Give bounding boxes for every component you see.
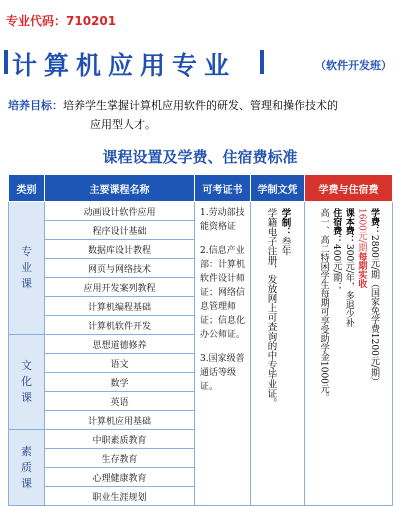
course-cell: 程序设计基础 xyxy=(45,221,195,240)
diploma-text: 学籍电子注册，发放网上可查询的中专毕业证。 xyxy=(265,208,277,408)
diploma-cell xyxy=(251,202,305,506)
subsidy-text: 高一、高二特困学生每期可享受助学金1000元。 xyxy=(318,208,329,402)
category-char: 课 xyxy=(21,476,32,490)
course-cell: 心理健康教育 xyxy=(45,468,195,487)
goal-label: 培养目标： xyxy=(8,99,63,112)
course-cell: 动画设计软件应用 xyxy=(45,202,195,221)
header-certificates: 可考证书 xyxy=(195,175,251,202)
category-char: 文 xyxy=(21,359,32,372)
category-char: 素 xyxy=(21,444,32,458)
certificate-item: 1.劳动部技能资格证 xyxy=(200,208,245,232)
course-cell: 思想道德修养 xyxy=(45,335,195,354)
training-goal xyxy=(8,96,392,131)
course-cell: 计算机软件开发 xyxy=(45,316,195,335)
title-row xyxy=(4,46,396,80)
course-cell: 语文 xyxy=(45,354,195,373)
major-subtitle: （软件开发班） xyxy=(315,59,392,72)
goal-text-line2: 应用型人才。 xyxy=(90,118,156,131)
certificates-cell xyxy=(195,202,251,506)
course-cell: 生存教育 xyxy=(45,449,195,468)
table-row xyxy=(9,202,393,221)
major-title: 计算机应用专业 xyxy=(12,51,237,80)
header-courses: 主要课程名称 xyxy=(45,175,195,202)
course-cell: 职业生涯规划 xyxy=(45,487,195,506)
course-cell: 应用开发案列教程 xyxy=(45,278,195,297)
title-bar-right xyxy=(260,50,264,74)
course-cell: 英语 xyxy=(45,392,195,411)
diploma-label: 学制： xyxy=(279,208,291,237)
material-fee: 1600元/期 xyxy=(356,208,367,252)
goal-text-line1: 培养学生掌握计算机应用软件的研发、管理和操作技术的 xyxy=(63,99,338,112)
category-major xyxy=(9,202,45,335)
course-table xyxy=(8,174,393,506)
material-fee-note: 每期实收 xyxy=(356,251,367,288)
diploma-duration: 叁年 xyxy=(279,236,291,256)
course-cell: 计算机应用基础 xyxy=(45,411,195,430)
course-cell: 中职素质教育 xyxy=(45,430,195,449)
certificate-item: 2.信息产业部：计算机软件设计师证；网络信息管理师证；信息化办公师证。 xyxy=(200,246,246,340)
certificate-item: 3.国家级普通话等级证。 xyxy=(200,354,245,392)
title-bar-left xyxy=(4,50,8,74)
course-cell: 数学 xyxy=(45,373,195,392)
course-cell: 数据库设计教程 xyxy=(45,240,195,259)
header-fees: 学费与住宿费 xyxy=(305,175,393,202)
header-diploma: 学制文凭 xyxy=(251,175,305,202)
course-cell: 网页与网络技术 xyxy=(45,259,195,278)
book-fee-label: 课本费： xyxy=(343,208,354,244)
lodging-label: 住宿费： xyxy=(331,208,342,244)
category-char: 业 xyxy=(21,261,32,274)
category-char: 质 xyxy=(21,460,32,474)
category-culture xyxy=(9,335,45,430)
category-char: 专 xyxy=(21,245,32,258)
section-title: 课程设置及学费、住宿费标准 xyxy=(102,148,298,166)
tuition-label: 学费： xyxy=(368,208,379,235)
lodging-value: 400元/期； xyxy=(331,244,342,292)
table-header-row xyxy=(9,175,393,202)
category-char: 课 xyxy=(21,391,32,404)
book-fee-value: 300元/年，多退少补 xyxy=(343,244,354,328)
header-category: 类别 xyxy=(9,175,45,202)
category-char: 化 xyxy=(21,375,32,388)
fees-cell xyxy=(305,202,393,506)
course-cell: 计算机编程基础 xyxy=(45,297,195,316)
tuition-value: 2800元/期（国家免学费1200元/期） xyxy=(368,235,379,386)
category-quality xyxy=(9,430,45,506)
major-code: 专业代码：710201 xyxy=(6,14,117,28)
category-char: 课 xyxy=(21,277,32,290)
